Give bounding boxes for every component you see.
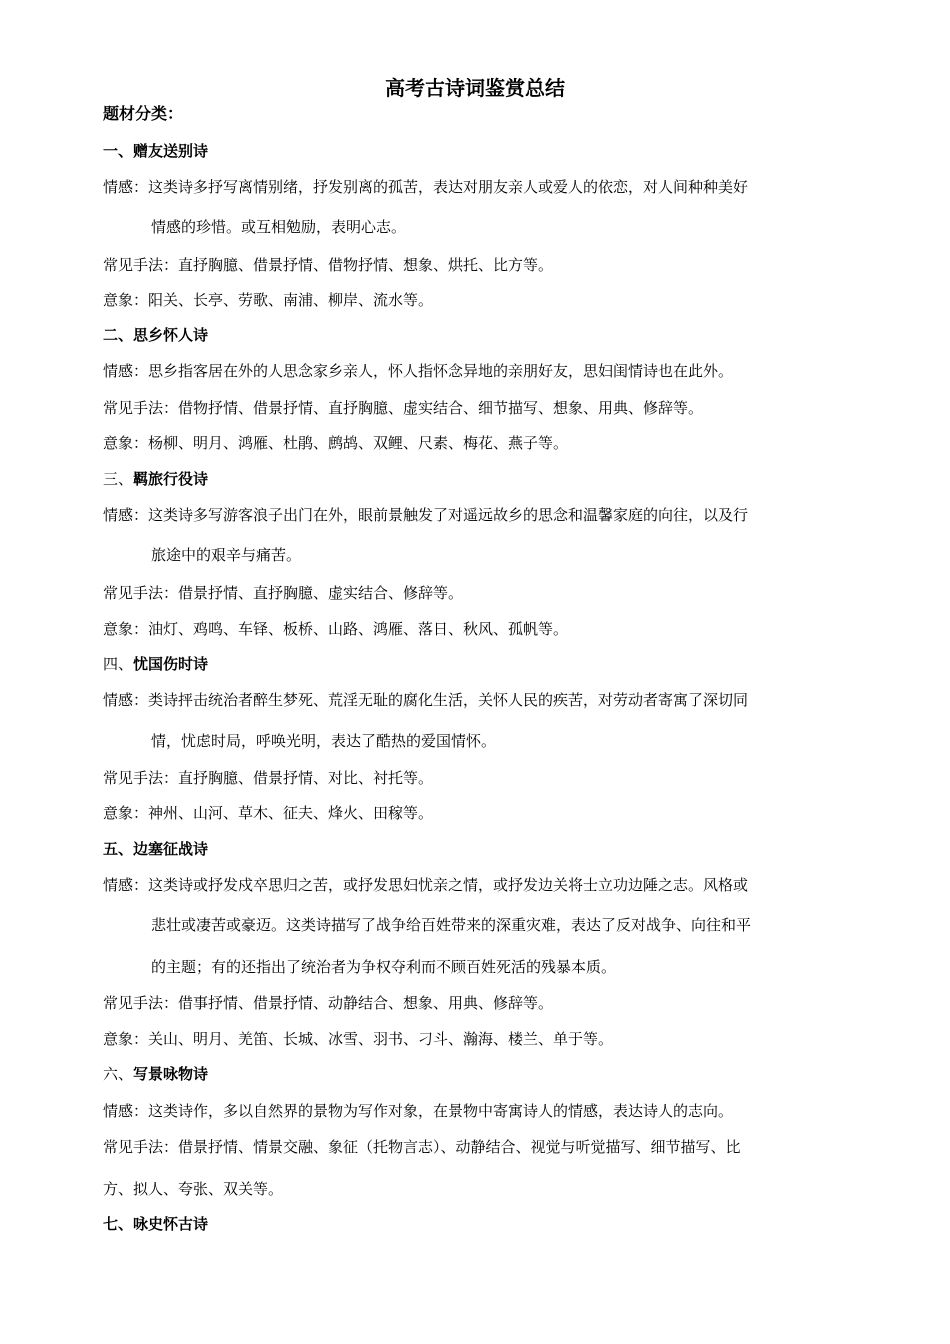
methods-line: 常见手法：直抒胸臆、借景抒情、对比、衬托等。	[103, 769, 434, 787]
imagery-line: 意象：关山、明月、羌笛、长城、冰雪、羽书、刁斗、瀚海、楼兰、单于等。	[103, 1030, 614, 1048]
emotion-line-2: 情感的珍惜。或互相勉励，表明心志。	[151, 218, 407, 236]
section-heading-text: 写景咏物诗	[133, 1065, 209, 1083]
section-number: 三、	[103, 470, 134, 488]
imagery-line: 意象：油灯、鸡鸣、车铎、板桥、山路、鸿雁、落日、秋风、孤帆等。	[103, 620, 569, 638]
section-number: 六、	[103, 1065, 134, 1083]
section-heading-text: 忧国伤时诗	[133, 655, 209, 673]
section-heading-text: 羁旅行役诗	[133, 470, 209, 488]
methods-line: 常见手法：直抒胸臆、借景抒情、借物抒情、想象、烘托、比方等。	[103, 256, 554, 274]
category-heading: 题材分类：	[103, 104, 184, 123]
emotion-line-1: 情感：思乡指客居在外的人思念家乡亲人，怀人指怀念异地的亲朋好友，思妇闺情诗也在此外。	[103, 362, 734, 380]
section-heading-frontier: 五、边塞征战诗	[103, 840, 209, 858]
methods-line: 常见手法：借事抒情、借景抒情、动静结合、想象、用典、修辞等。	[103, 994, 554, 1012]
section-heading-farewell: 一、赠友送别诗	[103, 142, 209, 160]
emotion-line-1: 情感：这类诗或抒发戍卒思归之苦，或抒发思妇忧亲之情，或抒发边关将士立功边陲之志。风格或	[103, 876, 749, 894]
emotion-line-3: 的主题；有的还指出了统治者为争权夺利而不顾百姓死活的残暴本质。	[151, 958, 617, 976]
section-heading-scenery	[103, 1063, 208, 1084]
emotion-line-2: 旅途中的艰辛与痛苦。	[151, 546, 302, 564]
methods-line-2: 方、拟人、夸张、双关等。	[103, 1180, 284, 1198]
methods-line: 常见手法：借物抒情、借景抒情、直抒胸臆、虚实结合、细节描写、想象、用典、修辞等。	[103, 399, 704, 417]
methods-line-1: 常见手法：借景抒情、情景交融、象征（托物言志）、动静结合、视觉与听觉描写、细节描写、比	[103, 1138, 741, 1156]
imagery-line: 意象：神州、山河、草木、征夫、烽火、田稼等。	[103, 804, 434, 822]
section-heading-homesick: 二、思乡怀人诗	[103, 326, 209, 344]
emotion-line-2: 情，忧虑时局，呼唤光明，表达了酷热的爱国情怀。	[151, 732, 497, 750]
section-heading-patriotic	[103, 653, 208, 674]
emotion-line-1: 情感：类诗抨击统治者醉生梦死、荒淫无耻的腐化生活，关怀人民的疾苦，对劳动者寄寓了深切同	[103, 691, 749, 709]
emotion-line-1: 情感：这类诗作，多以自然界的景物为写作对象，在景物中寄寓诗人的情感，表达诗人的志向。	[103, 1102, 734, 1120]
emotion-line-2: 悲壮或凄苦或豪迈。这类诗描写了战争给百姓带来的深重灾难，表达了反对战争、向往和平	[151, 916, 752, 934]
methods-line: 常见手法：借景抒情、直抒胸臆、虚实结合、修辞等。	[103, 584, 464, 602]
emotion-line-1: 情感：这类诗多写游客浪子出门在外，眼前景触发了对遥远故乡的思念和温馨家庭的向往，以及行	[103, 506, 749, 524]
imagery-line: 意象：杨柳、明月、鸿雁、杜鹃、鹧鸪、双鲤、尺素、梅花、燕子等。	[103, 434, 569, 452]
page-title: 高考古诗词鉴赏总结	[385, 76, 565, 100]
emotion-line-1: 情感：这类诗多抒写离情别绪，抒发别离的孤苦，表达对朋友亲人或爱人的依恋，对人间种种美好	[103, 178, 749, 196]
section-heading-history: 七、咏史怀古诗	[103, 1215, 209, 1233]
imagery-line: 意象：阳关、长亭、劳歌、南浦、柳岸、流水等。	[103, 291, 434, 309]
section-number: 四、	[103, 655, 134, 673]
section-heading-travel	[103, 468, 208, 489]
